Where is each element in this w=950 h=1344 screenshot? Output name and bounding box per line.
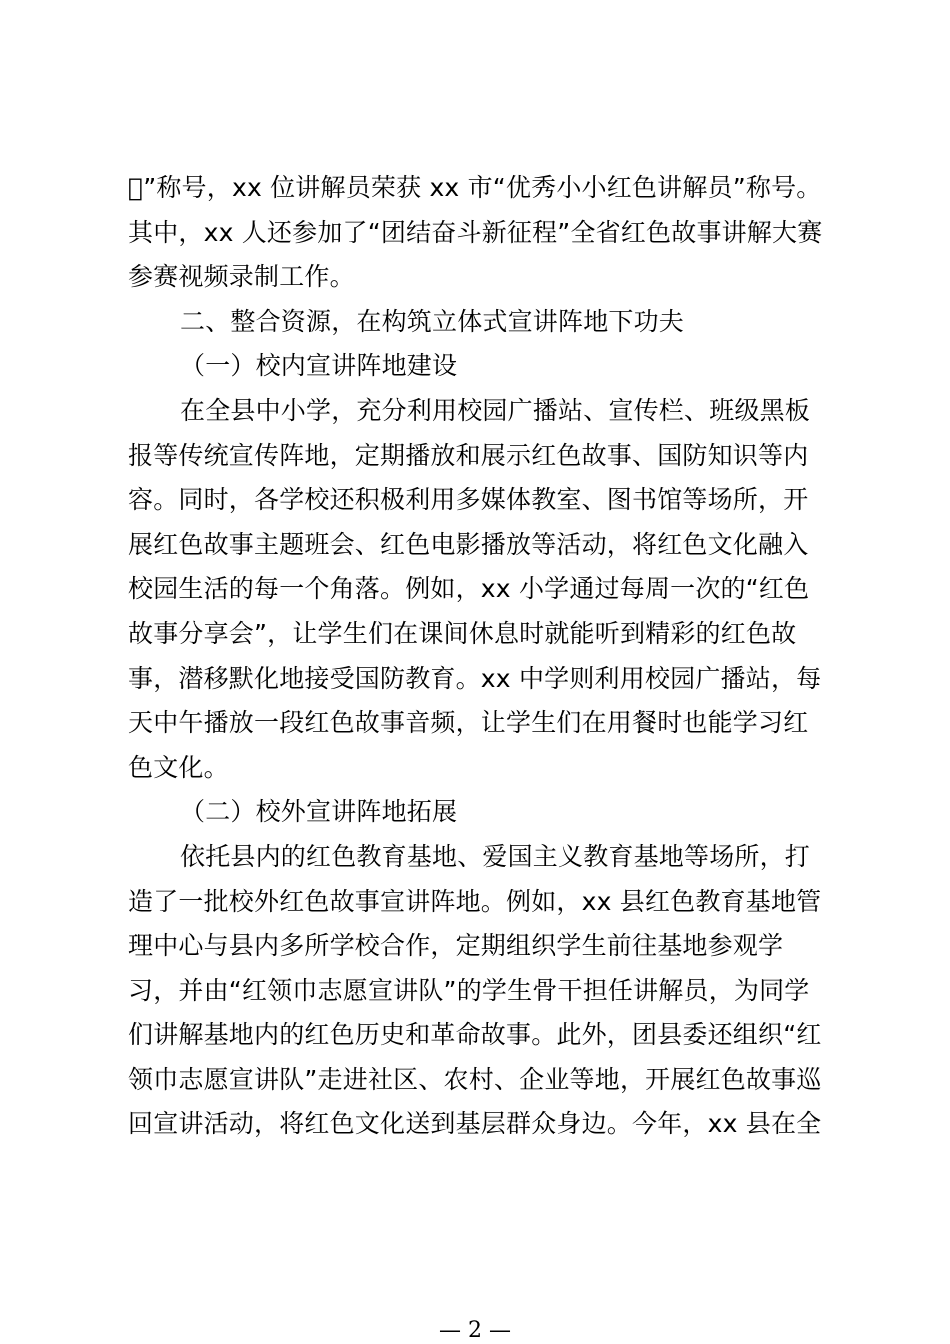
body-text (128, 166, 832, 1147)
section-heading: 二、整合资源，在构筑立体式宣讲阵地下功夫 (180, 306, 685, 336)
text-line: 校园生活的每一个角落。例如，xx 小学通过每周一次的“红色 (128, 574, 810, 604)
text-line: 领巾志愿宣讲队”走进社区、农村、企业等地，开展红色故事巡 (128, 1064, 822, 1094)
text-line: 容。同时，各学校还积极利用多媒体教室、图书馆等场所，开 (128, 485, 809, 515)
text-line: 事，潜移默化地接受国防教育。xx 中学则利用校园广播站，每 (128, 663, 822, 693)
text-line: 故事分享会”，让学生们在课间休息时就能听到精彩的红色故 (128, 618, 797, 648)
subsection-heading: （二）校外宣讲阵地拓展 (180, 797, 458, 827)
text-line:  ”称号，xx 位讲解员荣获 xx 市“优秀小小红色讲解员”称号。 (128, 173, 822, 202)
text-line: 习，并由“红领巾志愿宣讲队”的学生骨干担任讲解员，为同学 (128, 975, 810, 1005)
text-line: 理中心与县内多所学校合作，定期组织学生前往基地参观学 (128, 931, 784, 961)
text-line: 回宣讲活动，将红色文化送到基层群众身边。今年，xx 县在全 (128, 1109, 822, 1139)
page-number: — 2 — (439, 1318, 511, 1343)
text-line: 报等传统宣传阵地，定期播放和展示红色故事、国防知识等内 (128, 440, 809, 470)
text-line: 们讲解基地内的红色历史和革命故事。此外，团县委还组织“红 (128, 1020, 822, 1050)
subsection-heading: （一）校内宣讲阵地建设 (180, 351, 458, 381)
text-line: 其中，xx 人还参加了“团结奋斗新征程”全省红色故事讲解大赛 (128, 217, 823, 247)
text-line: 参赛视频录制工作。 (128, 262, 355, 292)
text-line: 依托县内的红色教育基地、爱国主义教育基地等场所，打 (180, 841, 811, 871)
text-line: 在全县中小学，充分利用校园广播站、宣传栏、班级黑板 (180, 395, 811, 425)
text-line: 展红色故事主题班会、红色电影播放等活动，将红色文化融入 (128, 529, 809, 559)
text-line: 造了一批校外红色故事宣讲阵地。例如，xx 县红色教育基地管 (128, 886, 822, 916)
text-line: 色文化。 (128, 752, 229, 782)
text-line: 天中午播放一段红色故事音频，让学生们在用餐时也能学习红 (128, 708, 809, 738)
